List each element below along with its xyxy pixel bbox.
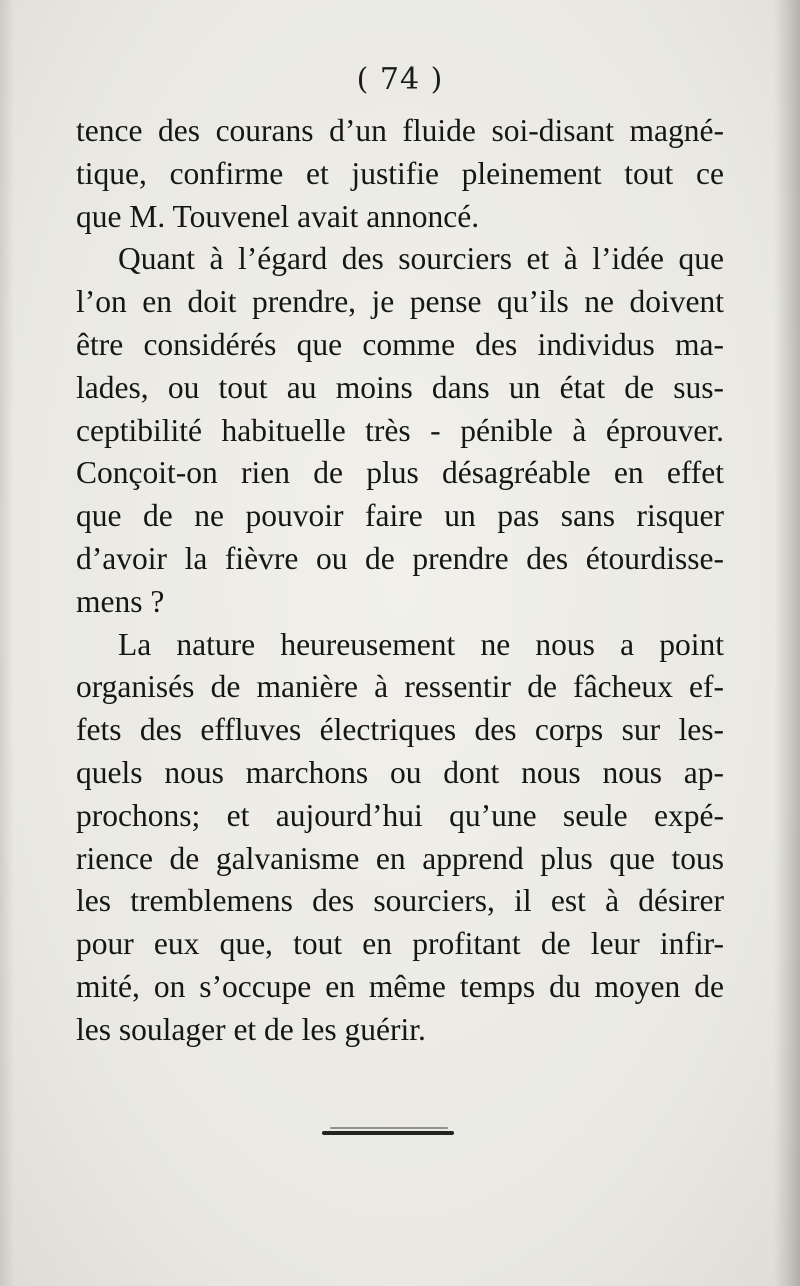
page-number: ( 74 ): [356, 62, 444, 97]
section-divider-thin: [330, 1127, 448, 1129]
text-line: d’avoir la fièvre ou de prendre des étourdisse-: [76, 540, 724, 576]
text-line: quels nous marchons ou dont nous nous ap-: [76, 754, 724, 790]
page-left-shadow: [0, 0, 14, 1286]
text-line: être considérés que comme des individus ma-: [76, 326, 724, 362]
text-line: organisés de manière à ressentir de fâcheux ef-: [76, 669, 724, 705]
text-line: La nature heureusement ne nous a point: [118, 626, 724, 662]
text-line: ceptibilité habituelle très - pénible à éprouver.: [76, 412, 724, 448]
text-line: les tremblemens des sourciers, il est à désirer: [76, 883, 724, 919]
text-line: lades, ou tout au moins dans un état de sus-: [76, 369, 724, 405]
body-text: [76, 110, 724, 1052]
text-line: rience de galvanisme en apprend plus que tous: [76, 840, 724, 876]
text-line: tique, confirme et justifie pleinement tout ce: [76, 155, 724, 191]
text-line: l’on en doit prendre, je pense qu’ils ne doivent: [76, 284, 724, 320]
page-right-shadow: [774, 0, 800, 1286]
text-line: tence des courans d’un fluide soi-disant magné-: [76, 113, 724, 148]
text-line: Quant à l’égard des sourciers et à l’idée que: [118, 241, 724, 277]
text-line: Conçoit-on rien de plus désagréable en effet: [76, 455, 724, 491]
section-divider: [322, 1131, 454, 1135]
text-line: pour eux que, tout en profitant de leur infir-: [76, 926, 724, 962]
text-line: prochons; et aujourd’hui qu’une seule expé-: [76, 797, 724, 833]
text-line: que de ne pouvoir faire un pas sans risquer: [76, 498, 724, 534]
text-line: fets des effluves électriques des corps sur les-: [76, 712, 724, 748]
text-line: que M. Touvenel avait annoncé.: [76, 198, 480, 234]
text-line: les soulager et de les guérir.: [76, 1011, 426, 1047]
text-line: mens ?: [76, 583, 165, 619]
text-line: mité, on s’occupe en même temps du moyen de: [76, 968, 724, 1004]
